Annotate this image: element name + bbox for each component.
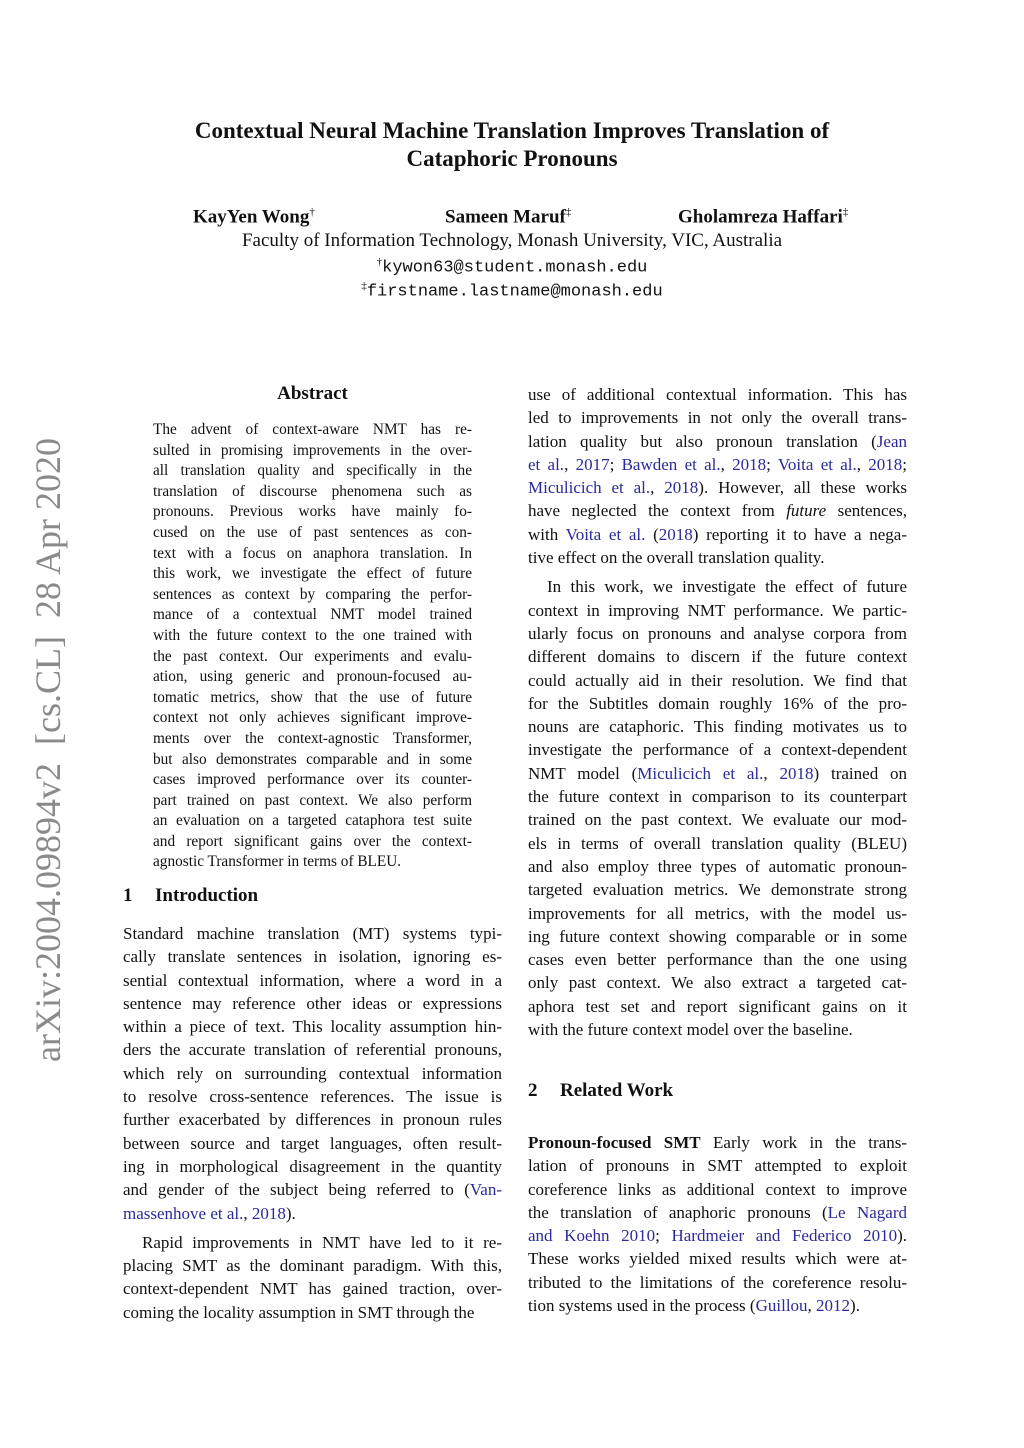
text-line: ments over the context-agnostic Transformer,	[153, 729, 472, 747]
text-line: Rapid improvements in NMT have led to it re-	[142, 1232, 502, 1252]
text-span: the translation of anaphoric pronouns (	[528, 1202, 828, 1222]
text-line: for the Subtitles domain roughly 16% of the pro-	[528, 693, 907, 713]
author-mark: ‡	[565, 206, 572, 218]
text-line: part trained on past context. We also perform	[153, 791, 472, 809]
text-line: pronouns. Previous works have mainly fo-	[153, 503, 472, 521]
text-span: ). However, all these works	[698, 478, 908, 498]
text-span: tion systems used in the process (	[528, 1296, 756, 1316]
text-line: and report significant gains over the context-	[153, 832, 472, 850]
text-line: context in improving NMT performance. We partic-	[528, 600, 907, 620]
section-title: Introduction	[155, 885, 259, 906]
citation-link[interactable]: 2018	[664, 478, 699, 498]
text-line: ing in morphological disagreement in the quantity	[123, 1156, 502, 1176]
text-line	[528, 476, 907, 499]
text-line: ing future context showing comparable or in some	[528, 926, 907, 946]
text-line: els in terms of overall translation quality (BLEU)	[528, 833, 907, 853]
text-span: ,	[763, 763, 780, 783]
section-number: 2	[528, 1080, 538, 1101]
text-line: cases improved performance over its counter-	[153, 771, 472, 789]
text-line: ders the accurate translation of referential pronouns,	[123, 1040, 502, 1060]
text-line: sential contextual information, where a word in a	[123, 970, 502, 990]
citation-link[interactable]: 2017	[575, 454, 610, 474]
text-line: and also employ three types of automatic pronoun-	[528, 856, 907, 876]
paragraph-heading: Pronoun-focused SMT	[528, 1133, 701, 1152]
text-line	[528, 523, 907, 546]
text-line: different domains to discern if the future context	[528, 647, 907, 667]
text-line: improvements for all metrics, with the model us-	[528, 903, 907, 923]
text-span: ;	[655, 1226, 672, 1246]
text-line: Standard machine translation (MT) systems typi-	[123, 924, 502, 943]
affiliation: Faculty of Information Technology, Monash University, VIC, Australia	[241, 230, 783, 251]
citation-link[interactable]: 2018	[868, 454, 903, 474]
text-line: the future context in comparison to its counterpart	[528, 787, 907, 807]
text-line: These works yielded mixed results which were at-	[528, 1249, 907, 1269]
paragraph	[153, 420, 472, 873]
text-span: sentences,	[826, 501, 907, 521]
text-span: ) reporting it to have a nega-	[692, 524, 907, 544]
text-line: investigate the performance of a context-dependent	[528, 740, 907, 760]
emphasis: future	[786, 501, 827, 521]
text-line	[528, 1224, 907, 1247]
text-line: with the future context to the one trained with	[153, 626, 472, 644]
text-line: cally translate sentences in isolation, ignoring es-	[123, 947, 502, 967]
text-line: to resolve cross-sentence references. The issue is	[123, 1087, 502, 1107]
arxiv-identifier: arXiv:2004.09894v2 [cs.CL] 28 Apr 2020	[28, 438, 68, 1062]
text-line: sentence may reference other ideas or expressions	[123, 993, 502, 1013]
text-line: only past context. We also extract a targeted cat-	[528, 973, 907, 993]
text-line: targeted evaluation metrics. We demonstrate strong	[528, 880, 907, 900]
citation-link[interactable]: 2012	[816, 1296, 851, 1316]
author	[193, 206, 315, 228]
text-line: lation of pronouns in SMT attempted to exploit	[528, 1156, 907, 1176]
text-line: cused on the use of past sentences as con-	[153, 523, 472, 541]
text-line: ularly focus on pronouns and analyse corpora from	[528, 623, 907, 643]
text-line: nouns are cataphoric. This finding motivates us to	[528, 717, 907, 737]
text-line: coreference links as additional context to improve	[528, 1179, 907, 1199]
text-span: ,	[720, 454, 733, 474]
author-mark: †	[309, 206, 315, 218]
text-line: translation of discourse phenomena such as	[153, 482, 472, 500]
text-line	[528, 1294, 907, 1317]
text-line: aphora test set and report significant gains on it	[528, 996, 907, 1016]
text-line: context-dependent NMT has gained traction, over-	[123, 1279, 502, 1299]
text-line: could actually aid in their resolution. We find that	[528, 670, 907, 690]
paragraph	[528, 383, 907, 569]
citation-link[interactable]: Bawden et al.	[621, 454, 721, 474]
author	[445, 206, 571, 228]
email	[0, 280, 1024, 302]
citation-link[interactable]: Voita et al.	[565, 524, 646, 544]
text-line: sulted in promising improvements in the over-	[153, 441, 472, 459]
citation-link[interactable]: 2018	[779, 763, 814, 783]
citation-link[interactable]: massenhove et al.	[123, 1203, 244, 1223]
text-span: lation quality but also pronoun translation (	[528, 431, 877, 451]
citation-link[interactable]: Guillou	[755, 1296, 808, 1316]
author-mark: ‡	[842, 206, 849, 218]
introduction-body	[123, 922, 502, 1330]
text-line: but also demonstrates comparable and in some	[153, 750, 472, 768]
text-line	[528, 453, 907, 476]
citation-link[interactable]: Le Nagard	[827, 1202, 907, 1222]
paragraph	[528, 1131, 907, 1317]
text-line: which rely on surrounding contextual information	[123, 1063, 502, 1083]
text-span: NMT model (	[528, 763, 638, 783]
paper-title	[0, 117, 1024, 173]
email	[0, 256, 1024, 278]
text-line: coming the locality assumption in SMT through the	[123, 1302, 475, 1322]
text-line	[528, 762, 907, 785]
text-span: ,	[650, 478, 665, 498]
citation-link[interactable]: 2018	[658, 524, 693, 544]
citation-link[interactable]: Miculicich et al.	[637, 763, 764, 783]
email-text: kywon63@student.monash.edu	[382, 258, 648, 278]
citation-link[interactable]: and Koehn 2010	[528, 1226, 656, 1246]
text-span: with	[528, 524, 566, 544]
text-span: ;	[766, 454, 778, 474]
text-line: In this work, we investigate the effect of future	[547, 577, 907, 597]
author	[678, 206, 848, 228]
text-line	[123, 1178, 502, 1201]
text-span: ,	[564, 454, 576, 474]
paragraph	[123, 1231, 502, 1324]
text-line	[123, 1202, 502, 1225]
author-name: KayYen Wong	[193, 206, 310, 228]
text-line: ation, using generic and pronoun-focused au-	[153, 668, 472, 686]
citation-link[interactable]: Miculicich et al.	[528, 478, 651, 498]
text-line: the past context. Our experiments and evalu-	[153, 647, 472, 665]
text-line: an evaluation on a targeted cataphora test suite	[153, 812, 472, 830]
text-span: ).	[897, 1226, 907, 1246]
citation-link[interactable]: Voita et al.	[777, 454, 857, 474]
text-span: have neglected the context from	[528, 501, 787, 521]
text-line	[528, 1201, 907, 1224]
abstract-body	[153, 420, 472, 879]
section-number: 1	[123, 885, 133, 906]
text-line: The advent of context-aware NMT has re-	[153, 421, 472, 438]
citation-link[interactable]: et al.	[528, 454, 565, 474]
section-title: Related Work	[560, 1080, 674, 1101]
author-name: Gholamreza Haffari	[678, 206, 843, 228]
text-line: this work, we investigate the effect of future	[153, 565, 472, 583]
text-span: ,	[243, 1203, 252, 1223]
text-line: text with a focus on anaphora translation. In	[153, 544, 472, 562]
text-line: led to improvements in not only the overall trans-	[528, 408, 907, 428]
text-line: between source and target languages, often result-	[123, 1133, 502, 1153]
text-line: tributed to the limitations of the coreference resolu-	[528, 1272, 907, 1292]
text-line: tomatic metrics, show that the use of future	[153, 688, 472, 706]
text-span: ) trained on	[813, 763, 908, 783]
section-heading-introduction	[123, 885, 258, 907]
text-line	[528, 499, 907, 522]
title-line: Contextual Neural Machine Translation Improves Translation of	[194, 118, 830, 143]
introduction-continued	[528, 383, 907, 1047]
text-span: (	[645, 524, 659, 544]
related-work-body	[528, 1131, 907, 1323]
text-line	[528, 1131, 907, 1154]
email-mark: ‡	[361, 280, 367, 292]
text-line: use of additional contextual information. This has	[528, 385, 907, 404]
text-span: ).	[850, 1296, 860, 1316]
citation-link[interactable]: Jean	[876, 431, 907, 451]
text-span: and gender of the subject being referred to (	[123, 1180, 470, 1200]
text-line: mance of a contextual NMT model trained	[153, 606, 472, 624]
text-line: placing SMT as the dominant paradigm. With this,	[123, 1256, 502, 1276]
abstract-heading: Abstract	[277, 383, 348, 404]
text-span: Early work in the trans-	[700, 1133, 908, 1152]
citation-link[interactable]: Hardmeier and Federico 2010	[671, 1226, 898, 1246]
text-line: agnostic Transformer in terms of BLEU.	[153, 853, 402, 871]
citation-link[interactable]: Van-	[469, 1180, 502, 1200]
title-line: Cataphoric Pronouns	[406, 146, 618, 171]
text-span: ;	[609, 454, 622, 474]
text-line: cases even better performance than the one using	[528, 950, 907, 970]
paragraph	[123, 922, 502, 1225]
text-line: further exacerbated by differences in pronoun rules	[123, 1110, 502, 1130]
text-span: ,	[856, 454, 869, 474]
text-line: all translation quality and specifically in the	[153, 462, 472, 480]
text-line: with the future context model over the baseline.	[528, 1020, 853, 1040]
author-name: Sameen Maruf	[445, 206, 566, 228]
text-line: tive effect on the overall translation quality.	[528, 548, 825, 568]
text-line	[528, 430, 907, 453]
email-text: firstname.lastname@monash.edu	[366, 282, 663, 302]
email-mark: †	[376, 256, 383, 268]
section-heading-related-work	[528, 1080, 673, 1102]
text-line: within a piece of text. This locality assumption hin-	[123, 1017, 502, 1037]
paragraph	[528, 575, 907, 1041]
citation-link[interactable]: 2018	[732, 454, 767, 474]
text-span: ;	[902, 454, 908, 474]
text-span: ,	[807, 1296, 817, 1316]
text-span: ).	[285, 1203, 296, 1223]
text-line: context not only achieves significant improve-	[153, 709, 472, 727]
citation-link[interactable]: 2018	[251, 1203, 286, 1223]
text-line: trained on the past context. We evaluate our mod-	[528, 810, 907, 830]
text-line: sentences as context by comparing the perfor-	[153, 585, 472, 603]
